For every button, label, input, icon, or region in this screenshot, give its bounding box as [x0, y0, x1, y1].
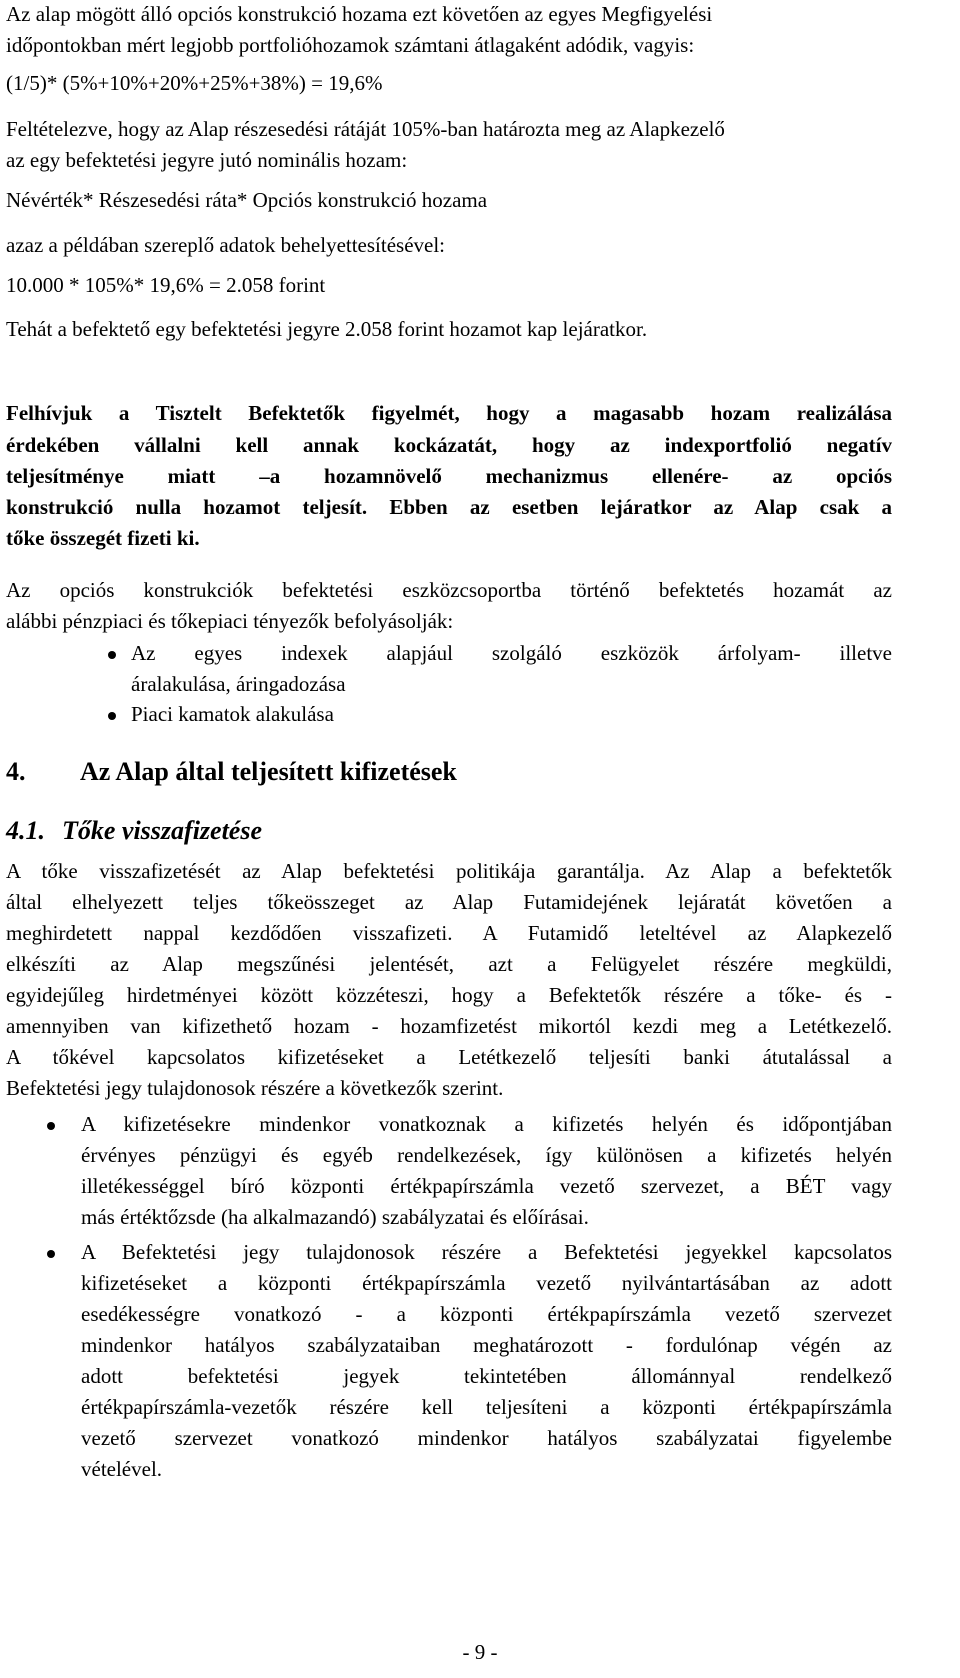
list-item-continuation: áralakulása, áringadozása [131, 672, 346, 696]
bullet-icon [47, 1250, 55, 1258]
paragraph-line: Befektetési jegy tulajdonosok részére a következők szerint. [6, 1076, 504, 1100]
paragraph-line: az egy befektetési jegyre jutó nominális hozam: [6, 148, 408, 172]
paragraph-line: A tőkével kapcsolatos kifizetéseket a Letétkezelő teljesíti banki átutalással a [6, 1045, 892, 1069]
list-item-continuation: illetékességgel bíró központi értékpapírszámla vezető szervezet, a BÉT vagy [81, 1174, 892, 1198]
formula-line: 10.000 * 105%* 19,6% = 2.058 forint [6, 273, 326, 297]
warning-line: Felhívjuk a Tisztelt Befektetők figyelmét, hogy a magasabb hozam realizálása [6, 401, 892, 425]
subsection-number: 4.1. [6, 816, 45, 845]
paragraph-line: A tőke visszafizetését az Alap befektetési politikája garantálja. Az Alap a befektetők [6, 859, 892, 883]
list-item: Piaci kamatok alakulása [131, 702, 334, 726]
list-item-continuation: értékpapírszámla-vezetők részére kell teljesíteni a központi értékpapírszámla [81, 1395, 892, 1419]
conclusion-line: Tehát a befektető egy befektetési jegyre 2.058 forint hozamot kap lejáratkor. [6, 317, 648, 341]
paragraph-line: Az opciós konstrukciók befektetési eszközcsoportba történő befektetés hozamát az [6, 578, 892, 602]
bullet-icon [108, 651, 116, 659]
warning-line: konstrukció nulla hozamot teljesít. Ebben az esetben lejáratkor az Alap csak a [6, 495, 892, 519]
list-item: Az egyes indexek alapjául szolgáló eszközök árfolyam- illetve [131, 641, 892, 665]
bullet-icon [47, 1122, 55, 1130]
paragraph-line: által elhelyezett teljes tőkeösszeget az Alap Futamidejének lejáratát követően a [6, 890, 892, 914]
warning-line: érdekében vállalni kell annak kockázatát, hogy az indexportfolió negatív [6, 433, 892, 457]
paragraph-line: Az alap mögött álló opciós konstrukció hozama ezt követően az egyes Megfigyelési [6, 2, 713, 26]
list-item: A Befektetési jegy tulajdonosok részére a Befektetési jegyekkel kapcsolatos [81, 1240, 892, 1264]
paragraph-line: Feltételezve, hogy az Alap részesedési rátáját 105%-ban határozta meg az Alapkezelő [6, 117, 725, 141]
warning-line: teljesítménye miatt –a hozamnövelő mechanizmus ellenére- az opciós [6, 464, 892, 488]
subsection-title: Tőke visszafizetése [62, 816, 263, 845]
paragraph-line: azaz a példában szereplő adatok behelyettesítésével: [6, 233, 446, 257]
paragraph-line: időpontokban mért legjobb portfolióhozamok számtani átlagaként adódik, vagyis: [6, 33, 695, 57]
paragraph-line: amennyiben van kifizethető hozam - hozamfizetést mikortól kezdi meg a Letétkezelő. [6, 1014, 892, 1038]
list-item-continuation: más értéktőzsde (ha alkalmazandó) szabályzatai és előírásai. [81, 1205, 589, 1229]
paragraph-line: egyidejűleg hirdetményei között közzéteszi, hogy a Befektetők részére a tőke- és - [6, 983, 892, 1007]
warning-line: tőke összegét fizeti ki. [6, 526, 200, 550]
list-item-continuation: vezető szervezet vonatkozó mindenkor hatályos szabályzatai figyelembe [81, 1426, 892, 1450]
section-title: Az Alap által teljesített kifizetések [80, 757, 457, 786]
list-item-continuation: érvényes pénzügyi és egyéb rendelkezések, így különösen a kifizetés helyén [81, 1143, 892, 1167]
formula-line: Névérték* Részesedési ráta* Opciós konstrukció hozama [6, 188, 488, 212]
paragraph-line: meghirdetett nappal kezdődően visszafizeti. A Futamidő leteltével az Alapkezelő [6, 921, 892, 945]
list-item: A kifizetésekre mindenkor vonatkoznak a kifizetés helyén és időpontjában [81, 1112, 892, 1136]
list-item-continuation: kifizetéseket a központi értékpapírszámla vezető nyilvántartásában az adott [81, 1271, 892, 1295]
list-item-continuation: mindenkor hatályos szabályzataiban meghatározott - fordulónap végén az [81, 1333, 892, 1357]
formula-line: (1/5)* (5%+10%+20%+25%+38%) = 19,6% [6, 71, 383, 95]
section-number: 4. [6, 757, 26, 786]
list-item-continuation: esedékességre vonatkozó - a központi értékpapírszámla vezető szervezet [81, 1302, 892, 1326]
paragraph-line: alábbi pénzpiaci és tőkepiaci tényezők befolyásolják: [6, 609, 454, 633]
page-number: - 9 - [462, 1640, 498, 1664]
paragraph-line: elkészíti az Alap megszűnési jelentését, azt a Felügyelet részére megküldi, [6, 952, 892, 976]
list-item-continuation: adott befektetési jegyek tekintetében állománnyal rendelkező [81, 1364, 892, 1388]
list-item-continuation: vételével. [81, 1457, 163, 1481]
bullet-icon [108, 712, 116, 720]
